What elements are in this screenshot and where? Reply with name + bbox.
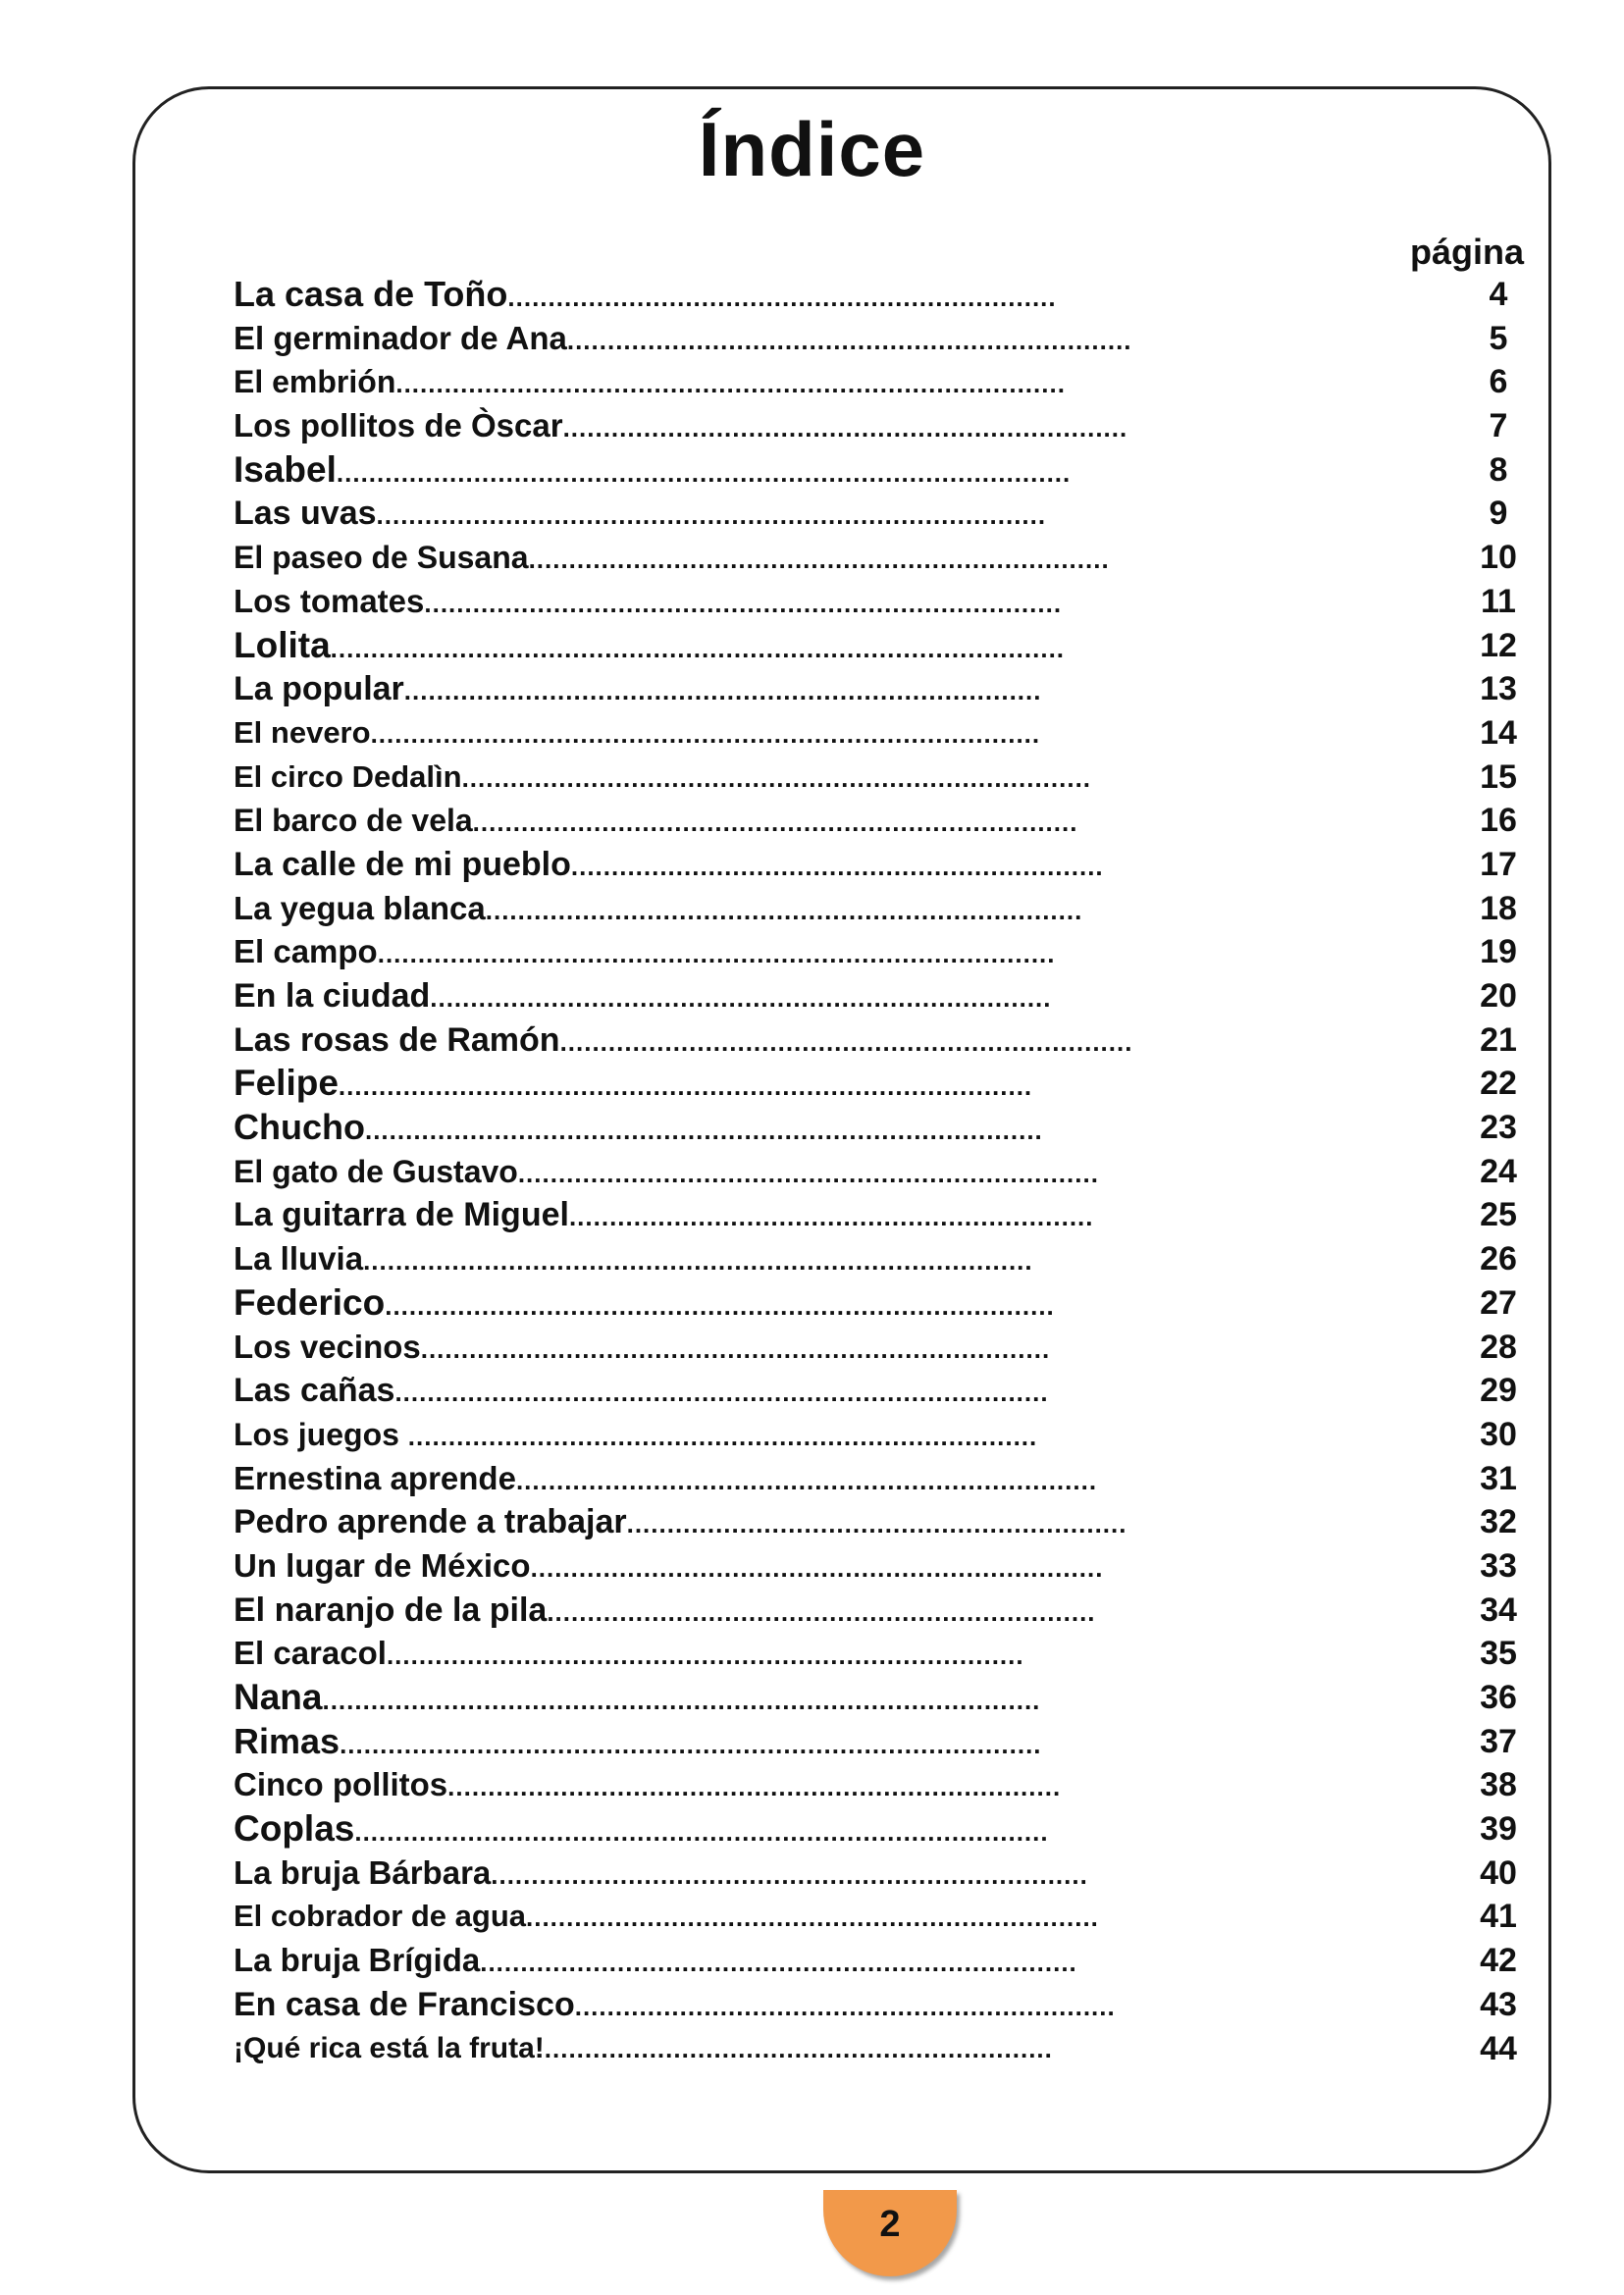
- toc-entry-leader-dots: ......................................................................: [566, 325, 1132, 355]
- toc-entry-label: El germinador de Ana: [234, 319, 567, 356]
- toc-entry-page-number: 4: [1489, 276, 1508, 313]
- toc-entry: [234, 1106, 1529, 1150]
- table-of-contents: [234, 273, 1529, 2070]
- toc-entry-page-number: 16: [1480, 802, 1517, 840]
- toc-entry-page-number: 26: [1480, 1240, 1517, 1278]
- toc-entry-page-number: 28: [1480, 1328, 1517, 1366]
- toc-entry: [234, 317, 1529, 361]
- toc-entry-label: Los juegos: [234, 1416, 408, 1452]
- toc-entry-leader-dots: .......................................................................: [526, 1903, 1099, 1933]
- toc-entry-leader-dots: ..........................................................................: [491, 1859, 1088, 1890]
- toc-entry-leader-dots: .........................................................................................: [322, 1686, 1041, 1715]
- toc-entry-leader-dots: ........................................................................: [517, 1158, 1099, 1188]
- toc-entry: [234, 580, 1529, 624]
- toc-entry-title: [234, 1413, 1037, 1459]
- toc-entry-title: [234, 1632, 1024, 1678]
- toc-entry-leader-dots: ...................................................................................: [370, 718, 1041, 749]
- toc-entry-label: El naranjo de la pila: [234, 1591, 548, 1629]
- toc-entry: [234, 887, 1529, 931]
- toc-entry: [234, 974, 1529, 1018]
- toc-entry-leader-dots: ..................................................................: [570, 851, 1104, 881]
- toc-entry-title: [234, 843, 1104, 889]
- toc-entry-page-number: 10: [1480, 539, 1517, 577]
- toc-entry: [234, 360, 1529, 404]
- toc-entry-title: [234, 1589, 1096, 1635]
- toc-entry-leader-dots: ..............................................................................: [420, 1333, 1051, 1364]
- toc-entry-page-number: 13: [1480, 670, 1517, 708]
- toc-entry: [234, 1807, 1529, 1852]
- toc-entry-leader-dots: .............................................................................: [430, 983, 1052, 1013]
- toc-entry-label: Las cañas: [234, 1372, 395, 1410]
- toc-entry-title: [234, 887, 1082, 933]
- toc-entry-title: [234, 317, 1132, 363]
- toc-entry-label: ¡Qué rica está la fruta!: [234, 2031, 545, 2064]
- toc-entry: [234, 1720, 1529, 1764]
- toc-entry: [234, 273, 1529, 317]
- toc-entry: [234, 1457, 1529, 1501]
- toc-entry-page-number: 27: [1480, 1283, 1517, 1322]
- toc-entry-label: Pedro aprende a trabajar: [234, 1503, 627, 1541]
- toc-entry-page-number: 15: [1480, 757, 1517, 796]
- toc-entry-label: Coplas: [234, 1808, 355, 1850]
- toc-entry-label: Las rosas de Ramón: [234, 1020, 560, 1059]
- toc-entry-page-number: 29: [1480, 1372, 1517, 1410]
- toc-entry-leader-dots: .......................................................................................: [340, 1729, 1042, 1759]
- toc-entry-title: [234, 492, 1046, 538]
- toc-entry-page-number: 33: [1480, 1546, 1517, 1585]
- toc-entry-page-number: 23: [1480, 1109, 1517, 1147]
- toc-entry-label: La bruja Brígida: [234, 1942, 481, 1979]
- toc-entry: [234, 1632, 1529, 1676]
- toc-entry-leader-dots: ..............................................................................: [407, 1421, 1038, 1451]
- toc-entry-title: [234, 1237, 1033, 1283]
- toc-entry-page-number: 9: [1489, 495, 1508, 533]
- toc-entry-title: [234, 1676, 1040, 1723]
- toc-entry: [234, 492, 1529, 536]
- toc-entry: [234, 624, 1529, 668]
- toc-entry-leader-dots: ....................................................................: [507, 283, 1057, 312]
- toc-entry-leader-dots: .................................................................................: [394, 1378, 1049, 1408]
- toc-entry-page-number: 20: [1480, 977, 1517, 1015]
- toc-entry-leader-dots: .................................................................: [568, 1202, 1094, 1232]
- toc-entry-page-number: 30: [1480, 1415, 1517, 1453]
- toc-entry-leader-dots: ...............................................................................: [424, 588, 1063, 618]
- toc-entry: [234, 448, 1529, 493]
- toc-entry-leader-dots: ...................................................................................: [376, 500, 1047, 531]
- toc-entry: [234, 711, 1529, 756]
- toc-entry-page-number: 43: [1480, 1985, 1517, 2023]
- toc-entry: [234, 843, 1529, 887]
- toc-entry-title: [234, 1763, 1061, 1809]
- toc-entry-title: [234, 624, 1065, 671]
- toc-entry-page-number: 41: [1480, 1898, 1517, 1936]
- toc-entry-label: Isabel: [234, 448, 337, 490]
- toc-entry-title: [234, 799, 1077, 845]
- toc-entry-leader-dots: ...............................................................: [544, 2033, 1053, 2063]
- toc-entry-title: [234, 974, 1052, 1020]
- toc-entry: [234, 1413, 1529, 1457]
- toc-entry-label: En la ciudad: [234, 977, 431, 1015]
- toc-entry-page-number: 44: [1480, 2029, 1517, 2067]
- toc-entry-page-number: 24: [1480, 1152, 1517, 1190]
- toc-entry-title: [234, 756, 1091, 801]
- toc-entry: [234, 1895, 1529, 1939]
- toc-entry-page-number: 25: [1480, 1196, 1517, 1234]
- toc-entry-title: [234, 1983, 1116, 2029]
- toc-entry-leader-dots: ........................................................................: [515, 1465, 1098, 1495]
- toc-entry-title: [234, 1939, 1077, 1985]
- toc-entry-leader-dots: ..............................................................................: [461, 762, 1092, 793]
- toc-entry-page-number: 14: [1480, 713, 1517, 752]
- toc-entry-leader-dots: ...............................................................................: [403, 676, 1042, 706]
- toc-entry-label: Las uvas: [234, 495, 377, 533]
- toc-entry-page-number: 35: [1480, 1635, 1517, 1673]
- toc-entry: [234, 1018, 1529, 1063]
- toc-entry-leader-dots: ...................................................................: [574, 1991, 1116, 2021]
- toc-entry-label: Rimas: [234, 1720, 341, 1761]
- toc-entry-page-number: 19: [1480, 933, 1517, 971]
- toc-entry: [234, 1062, 1529, 1106]
- toc-entry-title: [234, 1106, 1043, 1153]
- toc-entry-label: La calle de mi pueblo: [234, 845, 571, 883]
- toc-entry-page-number: 32: [1480, 1503, 1517, 1541]
- toc-entry-page-number: 31: [1480, 1459, 1517, 1497]
- toc-entry-label: Cinco pollitos: [234, 1766, 448, 1803]
- toc-entry-leader-dots: ..........................................................................: [485, 895, 1083, 925]
- toc-entry-leader-dots: ....................................................................................: [364, 1116, 1043, 1146]
- toc-entry-page-number: 21: [1480, 1020, 1517, 1059]
- toc-entry-page-number: 8: [1489, 450, 1508, 489]
- toc-entry-label: Lolita: [234, 624, 331, 665]
- toc-entry-page-number: 36: [1480, 1679, 1517, 1716]
- toc-entry-label: El gato de Gustavo: [234, 1153, 518, 1189]
- toc-entry-label: El cobrador de agua: [234, 1899, 527, 1934]
- toc-entry-title: [234, 360, 1066, 406]
- toc-entry-leader-dots: ...................................................................................: [385, 1290, 1055, 1321]
- toc-entry-title: [234, 1807, 1049, 1854]
- toc-entry-label: Chucho: [234, 1107, 365, 1148]
- toc-entry-page-number: 42: [1480, 1942, 1517, 1980]
- toc-entry-label: El caracol: [234, 1635, 387, 1672]
- toc-entry-leader-dots: ...................................................................................: [363, 1246, 1033, 1277]
- toc-entry-title: [234, 667, 1041, 713]
- toc-entry-page-number: 37: [1480, 1722, 1517, 1760]
- toc-entry-title: [234, 2027, 1053, 2071]
- toc-entry-page-number: 34: [1480, 1591, 1517, 1629]
- toc-entry-leader-dots: ......................................................................: [562, 413, 1128, 443]
- toc-entry-title: [234, 448, 1071, 496]
- page-column-header: página: [1409, 232, 1524, 272]
- toc-entry-page-number: 17: [1480, 845, 1517, 883]
- toc-entry-label: Un lugar de México: [234, 1546, 531, 1584]
- toc-entry-title: [234, 1895, 1099, 1940]
- toc-entry: [234, 1852, 1529, 1896]
- toc-entry-label: La guitarra de Miguel: [234, 1196, 569, 1234]
- toc-entry-label: El circo Dedalìn: [234, 758, 462, 794]
- toc-entry-leader-dots: ..............................................................: [626, 1509, 1127, 1539]
- toc-entry: [234, 1150, 1529, 1194]
- toc-entry-label: En casa de Francisco: [234, 1985, 575, 2023]
- toc-entry-label: El embrión: [234, 364, 396, 400]
- toc-entry-title: [234, 1150, 1099, 1196]
- toc-entry-page-number: 5: [1489, 319, 1508, 357]
- toc-entry-page-number: 6: [1489, 363, 1508, 401]
- toc-entry: [234, 1939, 1529, 1983]
- toc-entry-label: Felipe: [234, 1063, 339, 1104]
- toc-entry-leader-dots: ...................................................................................: [395, 369, 1066, 399]
- toc-entry: [234, 1983, 1529, 2027]
- toc-entry: [234, 1500, 1529, 1544]
- toc-entry: [234, 2027, 1529, 2071]
- toc-entry-page-number: 12: [1480, 626, 1517, 664]
- toc-entry-leader-dots: ....................................................................................: [377, 939, 1056, 969]
- toc-entry-title: [234, 1720, 1042, 1767]
- toc-entry-label: Ernestina aprende: [234, 1459, 516, 1496]
- toc-entry: [234, 1326, 1529, 1370]
- toc-entry: [234, 536, 1529, 580]
- toc-entry-leader-dots: .......................................................................: [530, 1552, 1104, 1583]
- toc-entry-title: [234, 1281, 1055, 1329]
- toc-entry-title: [234, 1852, 1088, 1898]
- toc-entry-label: Nana: [234, 1677, 323, 1717]
- toc-entry-page-number: 39: [1480, 1810, 1517, 1849]
- toc-entry-title: [234, 1018, 1132, 1065]
- toc-entry-leader-dots: ......................................................................................: [338, 1071, 1033, 1102]
- toc-entry-leader-dots: ..........................................................................: [480, 1948, 1077, 1978]
- toc-entry-title: [234, 580, 1062, 626]
- toc-entry-label: La casa de Toño: [234, 274, 508, 314]
- toc-entry-title: [234, 1457, 1097, 1503]
- toc-entry-label: La bruja Bárbara: [234, 1853, 492, 1891]
- toc-entry-label: El nevero: [234, 714, 371, 750]
- toc-entry-title: [234, 1193, 1094, 1239]
- toc-entry-page-number: 40: [1480, 1853, 1517, 1892]
- toc-entry: [234, 1676, 1529, 1720]
- toc-entry-title: [234, 1326, 1050, 1372]
- toc-entry-label: Federico: [234, 1281, 386, 1323]
- toc-entry-title: [234, 404, 1127, 450]
- toc-entry-leader-dots: ......................................................................................: [354, 1817, 1049, 1848]
- toc-entry-leader-dots: ...........................................................................................: [330, 633, 1066, 663]
- page-number-badge: 2: [823, 2190, 957, 2276]
- toc-entry: [234, 799, 1529, 843]
- toc-entry: [234, 1369, 1529, 1413]
- toc-entry-leader-dots: ...........................................................................................: [336, 457, 1072, 488]
- toc-entry: [234, 1237, 1529, 1281]
- toc-entry-title: [234, 930, 1056, 976]
- toc-entry: [234, 1281, 1529, 1326]
- toc-entry: [234, 1589, 1529, 1633]
- toc-entry-leader-dots: ...............................................................................: [386, 1641, 1024, 1671]
- toc-entry-page-number: 7: [1489, 407, 1508, 445]
- toc-entry-label: La popular: [234, 670, 404, 708]
- toc-entry: [234, 404, 1529, 448]
- toc-entry-title: [234, 1500, 1126, 1546]
- page-title: Índice: [698, 106, 926, 192]
- toc-entry: [234, 756, 1529, 800]
- toc-entry-title: [234, 711, 1040, 756]
- toc-entry-page-number: 11: [1481, 582, 1516, 620]
- toc-entry-leader-dots: ....................................................................: [547, 1596, 1096, 1627]
- toc-entry-leader-dots: .......................................................................: [559, 1026, 1133, 1057]
- toc-entry-label: El barco de vela: [234, 803, 473, 839]
- toc-entry-title: [234, 1544, 1103, 1591]
- toc-entry-title: [234, 1062, 1032, 1109]
- toc-entry: [234, 930, 1529, 974]
- toc-entry-label: Los tomates: [234, 582, 425, 619]
- toc-entry-title: [234, 1369, 1049, 1415]
- toc-entry-page-number: 38: [1480, 1766, 1517, 1804]
- toc-entry-leader-dots: ...........................................................................: [472, 808, 1078, 838]
- toc-entry-leader-dots: ........................................................................: [528, 545, 1110, 575]
- toc-entry-page-number: 18: [1480, 889, 1517, 927]
- toc-entry: [234, 1544, 1529, 1589]
- toc-entry: [234, 1763, 1529, 1807]
- toc-entry-title: [234, 536, 1110, 582]
- toc-entry-label: El campo: [234, 933, 378, 970]
- toc-entry-label: Los pollitos de Òscar: [234, 407, 563, 444]
- toc-entry-leader-dots: ............................................................................: [447, 1772, 1062, 1802]
- toc-entry-page-number: 22: [1480, 1065, 1517, 1103]
- toc-entry: [234, 667, 1529, 711]
- toc-entry: [234, 1193, 1529, 1237]
- toc-entry-label: Los vecinos: [234, 1328, 421, 1365]
- toc-entry-title: [234, 273, 1057, 320]
- toc-entry-label: El paseo de Susana: [234, 540, 529, 576]
- toc-entry-label: La yegua blanca: [234, 889, 486, 926]
- toc-entry-label: La lluvia: [234, 1240, 364, 1278]
